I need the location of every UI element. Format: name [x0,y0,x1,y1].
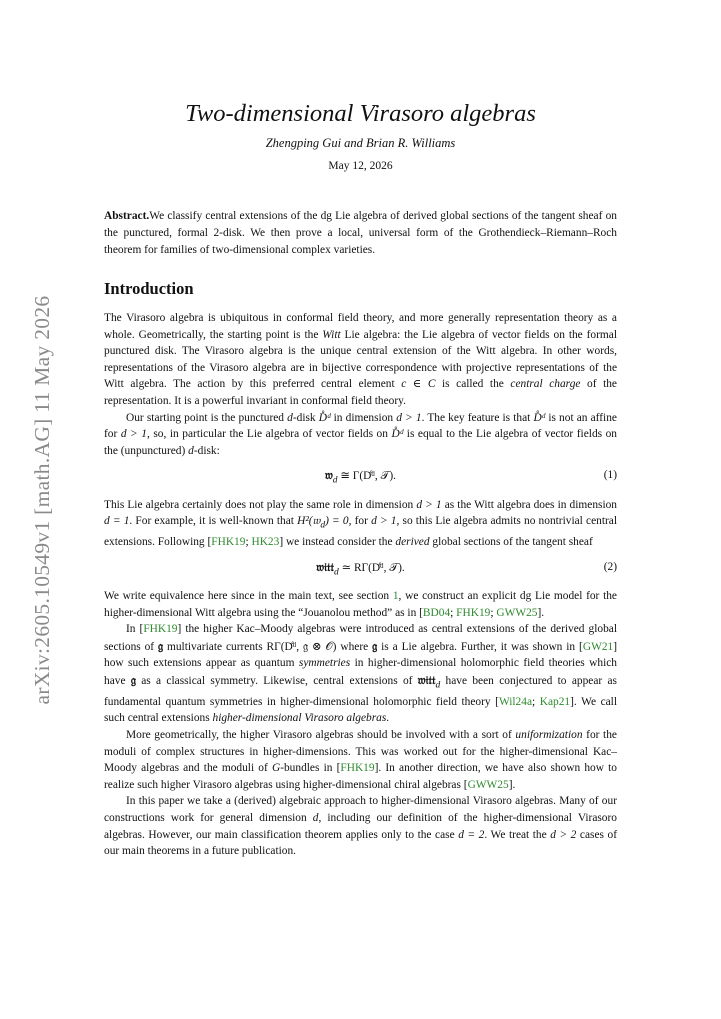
text-run: , we construct an explicit dg Lie model for the higher-dimensional Witt algebra using the “Jouanolou method” as in [ [104,589,617,619]
math-inline: d > 1 [396,411,422,424]
text-run: global sections of the tangent sheaf [429,536,593,549]
text-run: for the moduli of complex structures in higher-dimensions. This was worked out for the higher-dimensional Kac–Moody algebras and the moduli of [104,729,617,775]
equation-1 [104,467,617,488]
text-run: More geometrically, the higher Virasoro algebras should be involved with a sort of [126,729,516,741]
emphasis: Witt [322,328,341,341]
citation-link[interactable]: Wil24a [498,695,533,708]
equation-number: (2) [603,560,617,573]
math-inline: D̊ᵈ [533,411,546,424]
paragraph-1 [104,310,617,410]
math-expression: ≃ RΓ(D̊ᵈ, 𝒯). [338,561,405,574]
abstract-text: We classify central extensions of the dg Lie algebra of derived global sections of the tangent sheaf on the punctured, formal 2-disk. We then prove a local, universal form of the Grothendieck–Riemann–Roch theorem for families of two-dimensional complex varieties. [104,210,617,256]
math-inline: d > 1 [120,428,147,441]
emphasis: symmetries [298,657,351,670]
citation-link[interactable]: HK23 [251,536,280,549]
math-inline: d [287,411,293,424]
math-inline: D̊ᵈ [318,411,331,424]
text-run: in higher-dimensional holomorphic field theories which have [104,657,617,687]
math-inline: G [271,762,281,775]
text-run: In this paper we take a (derived) algebraic approach to higher-dimensional Virasoro algebras. Many of our constructions work for general dimension [104,795,617,824]
paper-page [104,96,617,860]
text-run: -bundles in [ [280,762,341,775]
paper-authors: Zhengping Gui and Brian R. Williams [265,136,456,150]
text-run: -disk: [193,444,220,457]
paper-title: Two-dimensional Virasoro algebras [185,100,536,127]
math-inline: d > 1 [416,498,442,511]
text-run: as the Witt algebra does in dimension [441,498,617,511]
math-inline: d [312,811,319,824]
text-run: In [ [126,623,144,636]
math-inline: RΓ(D̊ᵈ, 𝔤 ⊗ 𝒪) [266,640,337,653]
citation-link[interactable]: GWW25 [467,778,509,791]
text-run: is a Lie algebra. Further, it was shown in [ [377,640,583,653]
text-run: is not an affine for [104,411,617,441]
paragraph-4 [104,588,617,621]
text-run: ]. In another direction, we have also shown how to realize such higher Virasoro algebras using higher-dimensional chiral algebras [ [104,762,617,791]
citation-link[interactable]: FHK19 [456,606,491,619]
text-run: , for [348,515,372,528]
text-run: . For example, it is well-known that [129,515,298,528]
paragraph-7 [104,793,617,859]
emphasis: higher-dimensional Virasoro algebras [212,712,387,725]
equation-2 [104,559,617,580]
math-subscript: d [320,520,326,531]
text-run: ] the higher Kac–Moody algebras were introduced as central extensions of the derived global sections of [104,623,617,653]
text-run: . [386,712,390,725]
math-inline: D̊ᵈ [391,428,404,441]
citation-link[interactable]: GWW25 [496,606,538,619]
text-run: is equal to the Lie algebra of vector fields on the (unpunctured) [104,428,618,457]
math-inline: 𝔤 [158,638,164,653]
text-run: where [336,640,373,653]
paragraph-2 [104,410,617,460]
text-run: This Lie algebra certainly does not play the same role in dimension [104,498,417,511]
math-subscript: d [332,475,338,486]
text-run: in dimension [330,411,397,424]
text-run: cases of our main theorems in a future publication. [104,828,617,858]
math-inline: d = 2 [458,828,485,841]
text-run: ]. [537,606,545,619]
text-run: The Virasoro algebra is ubiquitous in conformal field theory, and more generally representation theory as a whole. Geometrically, the starting point is the [104,312,617,341]
abstract [104,208,617,259]
text-run: ]. We call such central extensions [104,695,618,725]
text-run: , so this Lie algebra admits no nontrivial central extensions. Following [ [104,515,618,549]
math-inline: d > 2 [550,828,577,841]
text-run: multivariate currents [163,640,267,653]
math-inline: H²(𝔴 [297,515,321,528]
citation-link[interactable]: GW21 [582,640,614,653]
text-run: -disk [292,411,319,424]
citation-link[interactable]: Kap21 [539,695,571,708]
text-run: We write equivalence here since in the main text, see section [104,589,393,602]
text-run: ] how such extensions appear as quantum [104,640,618,670]
section-link[interactable]: 1 [392,589,399,602]
section-heading-introduction: Introduction [104,279,194,298]
paragraph-5 [104,621,617,727]
math-inline: 𝔴𝔦𝔱𝔱 [417,672,436,687]
citation-link[interactable]: FHK19 [211,536,246,549]
text-run: ; [490,606,497,619]
text-run: of the representation. It is a powerful invariant in conformal field theory. [104,378,617,407]
emphasis: derived [395,536,430,549]
math-inline: d > 1 [371,515,397,528]
text-run: , including our definition of the higher-dimensional Virasoro algebras. However, our main classification theorem applies only to the case [104,811,617,841]
math-inline: d [188,444,194,457]
paragraph-3 [104,497,617,551]
text-run: ; [245,536,252,549]
math-inline: d = 1 [104,515,130,528]
text-run: ] we instead consider the [279,536,396,549]
text-run: ; [450,606,457,619]
emphasis: uniformization [515,729,583,741]
math-subscript: d [435,680,441,691]
text-run: ]. [508,778,516,791]
text-run: , so, in particular the Lie algebra of vector fields on [146,428,392,441]
abstract-label: Abstract. [104,210,150,222]
paragraph-6 [104,727,617,793]
citation-link[interactable]: FHK19 [143,623,178,636]
text-run: ; [532,695,540,708]
math-inline: ) = 0 [325,515,349,528]
math-subscript: d [333,566,339,577]
math-inline: 𝔤 [372,638,378,653]
math-expression: ≅ Γ(D̊ᵈ, 𝒯). [337,470,396,483]
emphasis: central charge [510,378,581,391]
arxiv-sidebar-stamp: arXiv:2605.10549v1 [math.AG] 11 May 2026 [30,295,54,705]
citation-link[interactable]: FHK19 [340,762,375,775]
citation-link[interactable]: BD04 [422,606,451,619]
paper-date: May 12, 2026 [328,160,393,172]
math-symbol: 𝔴 [325,468,333,483]
text-run: . We treat the [484,828,551,841]
text-run: as a classical symmetry. Likewise, central extensions of [135,674,418,687]
text-run: Lie algebra: the Lie algebra of vector fields on the formal punctured disk. The Virasoro algebra is the unique central extension of the Witt algebra. In other words, representations of the Virasoro algebra are in bijective correspondence with projective representations of the Witt algebra. The action by this preferred central element [104,328,618,391]
math-inline: 𝔤 [130,672,136,687]
math-inline: c ∈ C [401,378,436,391]
text-run: Our starting point is the punctured [126,411,288,424]
text-run: have been conjectured to appear as fundamental quantum symmetries in higher-dimensional holomorphic field theory [ [104,674,617,708]
math-symbol: 𝔴𝔦𝔱𝔱 [316,559,334,574]
text-run: is called the [435,378,511,391]
equation-number: (1) [603,469,617,482]
text-run: . The key feature is that [421,411,534,424]
